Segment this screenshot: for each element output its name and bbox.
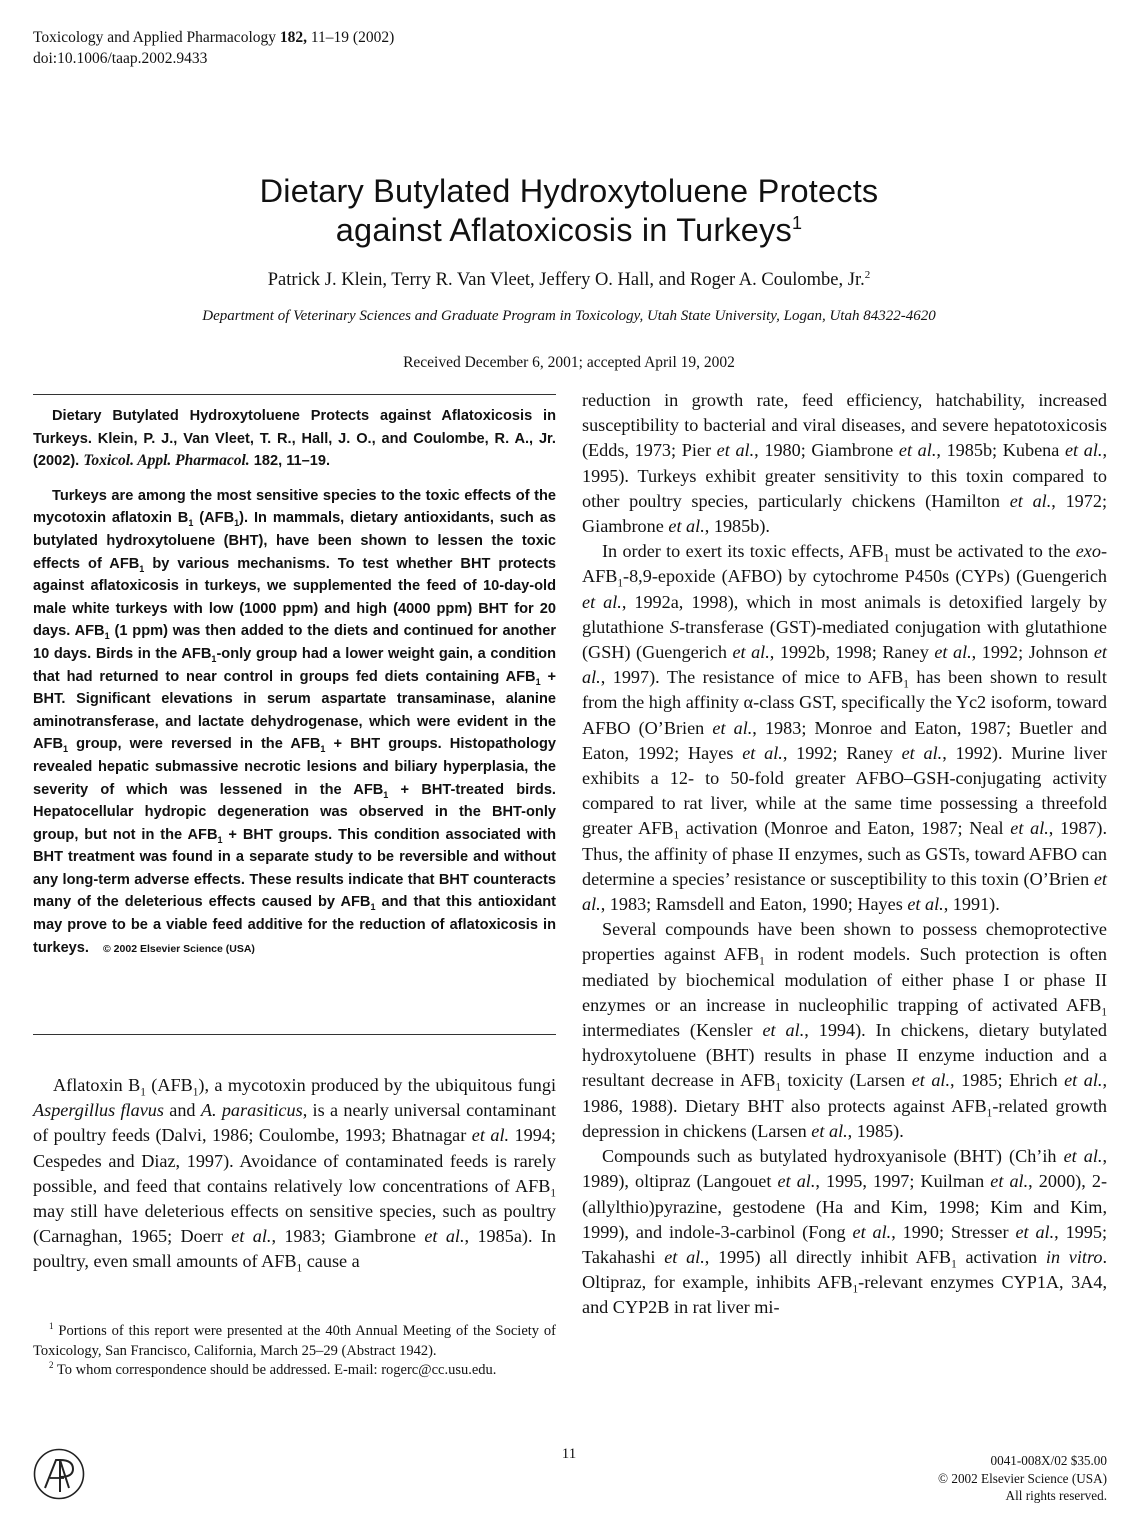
- authors: [0, 270, 1138, 291]
- abstract-top-rule: [33, 394, 556, 395]
- doi: doi:10.1006/taap.2002.9433: [33, 50, 208, 67]
- affiliation: Department of Veterinary Sciences and Graduate Program in Toxicology, Utah State University, Logan, Utah 84322-4620: [202, 308, 936, 324]
- paragraph: In order to exert its toxic effects, $AFB_1$ must be activated to the exo-$AFB_1-8,9$-epoxide (AFBO) by cytochrome P450s (CYPs) (Guengerich et al., 1992a, 1998), which in most animals is detoxified largely by glutathione S-transferase (GST)-mediated conjugation with glutathione (GSH) (Guengerich et al., 1992b, 1998; Raney et al., 1992; Johnson et al., 1997). The resistance of mice to $AFB_1$ has been shown to result from the high affinity α-class GST, specifically the Yc2 isoform, toward AFBO (O’Brien et al., 1983; Monroe and Eaton, 1987; Buetler and Eaton, 1992; Hayes et al., 1992; Raney et al., 1992). Murine liver exhibits a 12- to 50-fold greater AFBO–GSH-conjugating activity compared to rat liver, while at the same time possessing a threefold greater $AFB_1$ activation (Monroe and Eaton, 1987; Neal et al., 1987). Thus, the affinity of phase II enzymes, such as GSTs, toward AFBO can determine a species’ resistance or susceptibility to this toxin (O’Brien et al., 1983; Ramsdell and Eaton, 1990; Hayes et al., 1991).: [582, 541, 1108, 915]
- issn-price: 0041-008X/02 $35.00: [990, 1453, 1107, 1468]
- journal-header: [33, 27, 394, 69]
- paragraph: reduction in growth rate, feed efficiency, hatchability, increased susceptibility to bacterial and viral diseases, and severe hepatotoxicosis (Edds, 1973; Pier et al., 1980; Giambrone et al., 1985b; Kubena et al., 1995). Turkeys exhibit greater sensitivity to this toxin compared to other poultry species, particularly chickens (Hamilton et al., 1972; Giambrone et al., 1985b).: [582, 390, 1108, 537]
- title-line-1: Dietary Butylated Hydroxytoluene Protects: [259, 173, 879, 209]
- paragraph: Aflatoxin $B_1$ $(AFB_1)$, a mycotoxin produced by the ubiquitous fungi Aspergillus flavus and A. parasiticus, is a nearly universal contaminant of poultry feeds (Dalvi, 1986; Coulombe, 1993; Bhatnagar et al. 1994; Cespedes and Diaz, 1997). Avoidance of contaminated feeds is rarely possible, and feed that contains relatively low concentrations of $AFB_1$ may still have deleterious effects on sensitive species, such as poultry (Carnaghan, 1965; Doerr et al., 1983; Giambrone et al., 1985a). In poultry, even small amounts of $AFB_1$ cause a: [33, 1075, 557, 1276]
- page-number: 11: [561, 1446, 577, 1462]
- journal-volume: 182,: [279, 29, 307, 46]
- abstract-bottom-rule: [33, 1034, 556, 1035]
- author-names: Patrick J. Klein, Terry R. Van Vleet, Jeffery O. Hall, and Roger A. Coulombe, Jr.: [267, 270, 865, 290]
- publisher-info: [938, 1452, 1107, 1505]
- body-right-column: [582, 388, 1107, 1321]
- title-footnote-mark: 1: [791, 213, 803, 234]
- abstract: [33, 405, 556, 960]
- article-title: [0, 172, 1138, 250]
- author-footnote-mark: 2: [864, 268, 871, 281]
- title-line-2: against Aflatoxicosis in Turkeys: [335, 212, 792, 248]
- paragraph: Several compounds have been shown to possess chemoprotective properties against $AFB_1$ in rodent models. Such protection is often mediated by biochemical modulation of either phase I or phase II enzymes or an increase in nucleophilic trapping of activated $AFB_1$ intermediates (Kensler et al., 1994). In chickens, dietary butylated hydroxytoluene (BHT) results in phase II enzyme induction and a resultant decrease in $AFB_1$ toxicity (Larsen et al., 1985; Ehrich et al., 1986, 1988). Dietary BHT also protects against $AFB_1$-related growth depression in chickens (Larsen et al., 1985).: [582, 919, 1107, 1141]
- footnotes: [33, 1322, 556, 1381]
- body-left-column: [33, 1073, 556, 1275]
- abstract-citation: Dietary Butylated Hydroxytoluene Protects against Aflatoxicosis in Turkeys. Klein, P. J., Van Vleet, T. R., Hall, J. O., and Coulombe, R. A., Jr. (2002). Toxicol. Appl. Pharmacol. 182, 11–19.: [33, 408, 556, 470]
- received-date: Received December 6, 2001; accepted April 19, 2002: [403, 354, 735, 371]
- abstract-journal: Toxicol. Appl. Pharmacol.: [83, 452, 250, 470]
- journal-name: Toxicology and Applied Pharmacology: [33, 29, 276, 46]
- footnote-2: $^2$ To whom correspondence should be addressed. E-mail: rogerc@cc.usu.edu.: [49, 1360, 497, 1378]
- journal-pages: 11–19 (2002): [310, 29, 395, 46]
- footer-copyright: © 2002 Elsevier Science (USA): [938, 1470, 1107, 1486]
- abstract-text: Turkeys are among the most sensitive species to the toxic effects of the mycotoxin aflatoxin $B_1$ $(AFB_1)$. In mammals, dietary antioxidants, such as butylated hydroxytoluene (BHT), have been shown to lessen the toxic effects of $AFB_1$ by various mechanisms. To test whether BHT protects against aflatoxicosis in turkeys, we supplemented the feed of 10-day-old male white turkeys with low (1000 ppm) and high (4000 ppm) BHT for 20 days. $AFB_1$ (1 ppm) was then added to the diets and continued for another 10 days. Birds in the $AFB_1$-only group had a lower weight gain, a condition that had returned to near control in groups fed diets containing $AFB_1$ + BHT. Significant elevations in serum aspartate transaminase, alanine aminotransferase, and lactate dehydrogenase, which were evident in the $AFB_1$ group, were reversed in the $AFB_1$ + BHT groups. Histopathology revealed hepatic submassive necrotic lesions and biliary hyperplasia, the severity of which was lessened in the $AFB_1$ + BHT-treated birds. Hepatocellular hydropic degeneration was observed in the BHT-only group, but not in the $AFB_1$ + BHT groups. This condition associated with BHT treatment was found in a separate study to be reversible and without any long-term adverse effects. These results indicate that BHT counteracts many of the deleterious effects caused by $AFB_1$ and that this antioxidant may prove to be a viable feed additive for the reduction of aflatoxicosis in turkeys. © 2002 Elsevier Science (USA): [33, 487, 557, 956]
- paragraph: Compounds such as butylated hydroxyanisole (BHT) (Ch’ih et al., 1989), oltipraz (Langouet et al., 1995, 1997; Kuilman et al., 2000), 2-(allylthio)pyrazine, gestodene (Ha and Kim, 1998; Kim and Kim, 1999), and indole-3-carbinol (Fong et al., 1990; Stresser et al., 1995; Takahashi et al., 1995) all directly inhibit $AFB_1$ activation in vitro. Oltipraz, for example, inhibits $AFB_1$-relevant enzymes CYP1A, 3A4, and CYP2B in rat liver mi-: [582, 1146, 1108, 1318]
- abstract-copyright: © 2002 Elsevier Science (USA): [103, 942, 255, 955]
- footer-rights: All rights reserved.: [1005, 1488, 1107, 1503]
- footnote-1: $^1$ Portions of this report were presented at the 40th Annual Meeting of the Society of Toxicology, San Francisco, California, March 25–29 (Abstract 1942).: [33, 1321, 556, 1359]
- journal-citation: [33, 27, 394, 48]
